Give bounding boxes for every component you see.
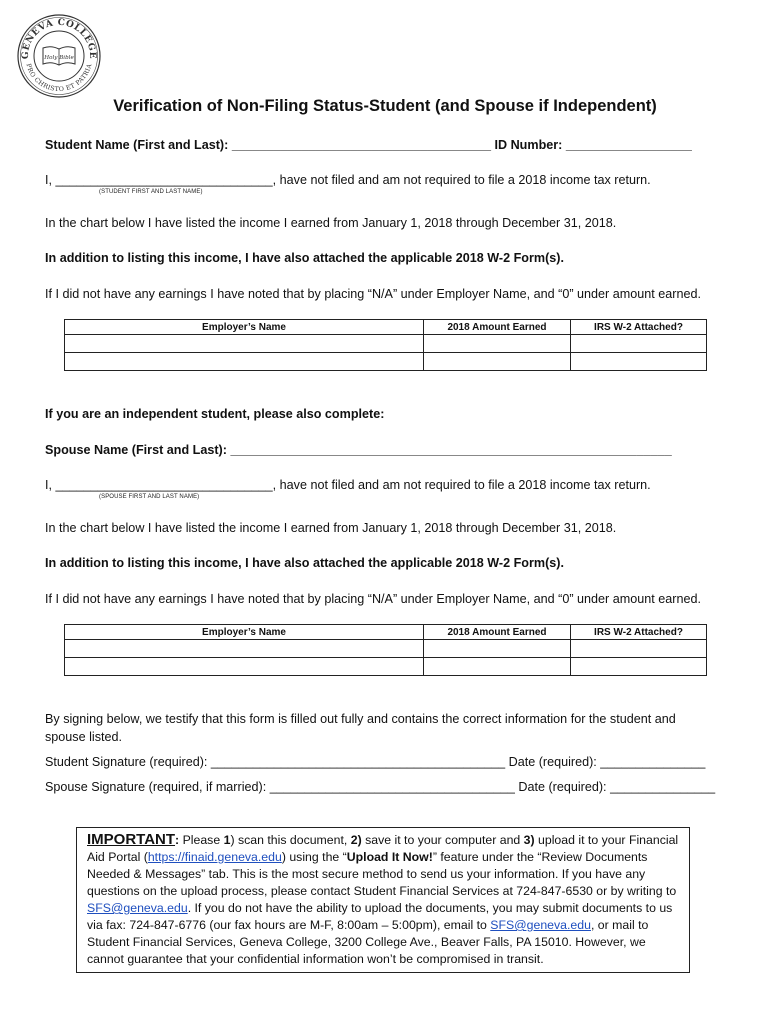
important-colon: : (175, 833, 180, 847)
spouse-signature-line (45, 779, 715, 796)
signing-statement-line-1: By signing below, we testify that this form is filled out fully and contains the correct information for the student and (45, 712, 676, 726)
seal-ring-bottom-text: PRO CHRISTO ET PATRIA (24, 62, 94, 94)
w2-attached-cell[interactable] (571, 658, 707, 676)
student-date-field[interactable]: _______________ (600, 755, 706, 769)
sfs-email-link-2[interactable]: SFS@geneva.edu (490, 918, 591, 932)
important-notice-box (76, 827, 690, 973)
important-text-2: ) scan this document, (230, 833, 351, 847)
w2-attached-cell[interactable] (571, 353, 707, 371)
student-signature-line (45, 754, 705, 771)
w2-attached-header: IRS W-2 Attached? (571, 625, 707, 640)
amount-earned-cell[interactable] (424, 353, 571, 371)
table-row (65, 658, 707, 676)
student-signature-field[interactable]: __________________________________________ (210, 755, 506, 769)
important-text-4: upload it to your Financial Aid Portal ( (87, 833, 679, 864)
spouse-signature-field[interactable]: ___________________________________ (269, 780, 515, 794)
student-attest-name-field[interactable]: _______________________________ (55, 173, 273, 187)
student-name-line (45, 137, 692, 154)
spouse-na-note: If I did not have any earnings I have noted that by placing “N/A” under Employer Name, and “0” under amount earned. (45, 592, 701, 606)
spouse-name-caption: (SPOUSE FIRST AND LAST NAME) (99, 494, 200, 500)
id-number-field[interactable]: __________________ (565, 138, 692, 152)
spouse-attestation (45, 477, 651, 494)
important-text-6: ” feature under the “Review Documents Needed & Messages” tab. This is the most secure method to send us your information. If you have any questions on the upload process, please contact Student Financial Services at 724-847-6530 or by writing to (87, 850, 677, 898)
id-number-label: ID Number: (494, 138, 563, 152)
table-row (65, 640, 707, 658)
student-name-field[interactable]: _____________________________________ (231, 138, 491, 152)
student-date-label: Date (required): (508, 755, 597, 769)
important-text-3: save it to your computer and (361, 833, 524, 847)
student-attestation (45, 172, 651, 189)
spouse-income-table (64, 624, 707, 676)
spouse-date-field[interactable]: _______________ (610, 780, 716, 794)
sfs-email-link[interactable]: SFS@geneva.edu (87, 901, 188, 915)
spouse-date-label: Date (required): (518, 780, 607, 794)
spouse-name-label: Spouse Name (First and Last): (45, 443, 227, 457)
student-w2-note: In addition to listing this income, I have also attached the applicable 2018 W-2 Form(s). (45, 251, 564, 265)
amount-earned-cell[interactable] (424, 640, 571, 658)
spouse-w2-note: In addition to listing this income, I have also attached the applicable 2018 W-2 Form(s). (45, 556, 564, 570)
table-row (65, 335, 707, 353)
student-name-label: Student Name (First and Last): (45, 138, 229, 152)
table-header-row (65, 320, 707, 335)
geneva-college-seal (17, 14, 101, 98)
student-attest-prefix: I, (45, 173, 52, 187)
financial-aid-portal-link[interactable]: https://finaid.geneva.edu (147, 850, 282, 864)
step-1-number: 1 (223, 833, 231, 847)
employer-name-cell[interactable] (65, 353, 424, 371)
page-title: Verification of Non-Filing Status-Student (and Spouse if Independent) (113, 97, 657, 115)
seal-ring-top-text: GENEVA COLLEGE (20, 17, 98, 60)
spouse-name-field[interactable]: _______________________________________________________________ (230, 443, 672, 457)
step-3-number: 3) (523, 833, 535, 847)
amount-earned-header: 2018 Amount Earned (424, 320, 571, 335)
student-chart-intro: In the chart below I have listed the income I earned from January 1, 2018 through December 31, 2018. (45, 216, 617, 230)
employer-name-header: Employer’s Name (65, 625, 424, 640)
signing-statement-line-2: spouse listed. (45, 730, 123, 744)
spouse-attest-name-field[interactable]: _______________________________ (55, 478, 273, 492)
employer-name-cell[interactable] (65, 640, 424, 658)
student-income-table (64, 319, 707, 371)
spouse-chart-intro: In the chart below I have listed the income I earned from January 1, 2018 through December 31, 2018. (45, 521, 617, 535)
important-notice-text (87, 831, 683, 968)
employer-name-cell[interactable] (65, 335, 424, 353)
w2-attached-cell[interactable] (571, 335, 707, 353)
student-name-caption: (STUDENT FIRST AND LAST NAME) (99, 189, 203, 195)
spouse-name-line (45, 442, 672, 459)
step-2-number: 2) (350, 833, 362, 847)
upload-it-now-label: Upload It Now! (346, 850, 433, 864)
important-heading: IMPORTANT (87, 831, 176, 848)
important-text-5: ) using the “ (281, 850, 347, 864)
table-header-row (65, 625, 707, 640)
important-text-8: , or mail to Student Financial Services, Geneva College, 3200 College Ave., Beaver Falls, PA 15010. However, we cannot guarantee that your confidential information won’t be compromised in transit. (87, 918, 649, 966)
w2-attached-cell[interactable] (571, 640, 707, 658)
student-signature-label: Student Signature (required): (45, 755, 208, 769)
amount-earned-cell[interactable] (424, 335, 571, 353)
amount-earned-cell[interactable] (424, 658, 571, 676)
table-row (65, 353, 707, 371)
student-na-note: If I did not have any earnings I have noted that by placing “N/A” under Employer Name, and “0” under amount earned. (45, 287, 701, 301)
seal-book-text: Holy Bible (44, 55, 74, 61)
spouse-attest-prefix: I, (45, 478, 52, 492)
independent-heading: If you are an independent student, please also complete: (45, 407, 385, 421)
spouse-attest-suffix: , have not filed and am not required to file a 2018 income tax return. (272, 478, 651, 492)
important-text-1: Please (179, 833, 224, 847)
student-attest-suffix: , have not filed and am not required to file a 2018 income tax return. (272, 173, 651, 187)
w2-attached-header: IRS W-2 Attached? (571, 320, 707, 335)
employer-name-cell[interactable] (65, 658, 424, 676)
important-text-7: . If you do not have the ability to upload the documents, you may submit documents to us via fax: 724-847-6776 (our fax hours are M-F, 8:00am – 5:00pm), email to (87, 901, 673, 932)
employer-name-header: Employer’s Name (65, 320, 424, 335)
amount-earned-header: 2018 Amount Earned (424, 625, 571, 640)
spouse-signature-label: Spouse Signature (required, if married): (45, 780, 267, 794)
